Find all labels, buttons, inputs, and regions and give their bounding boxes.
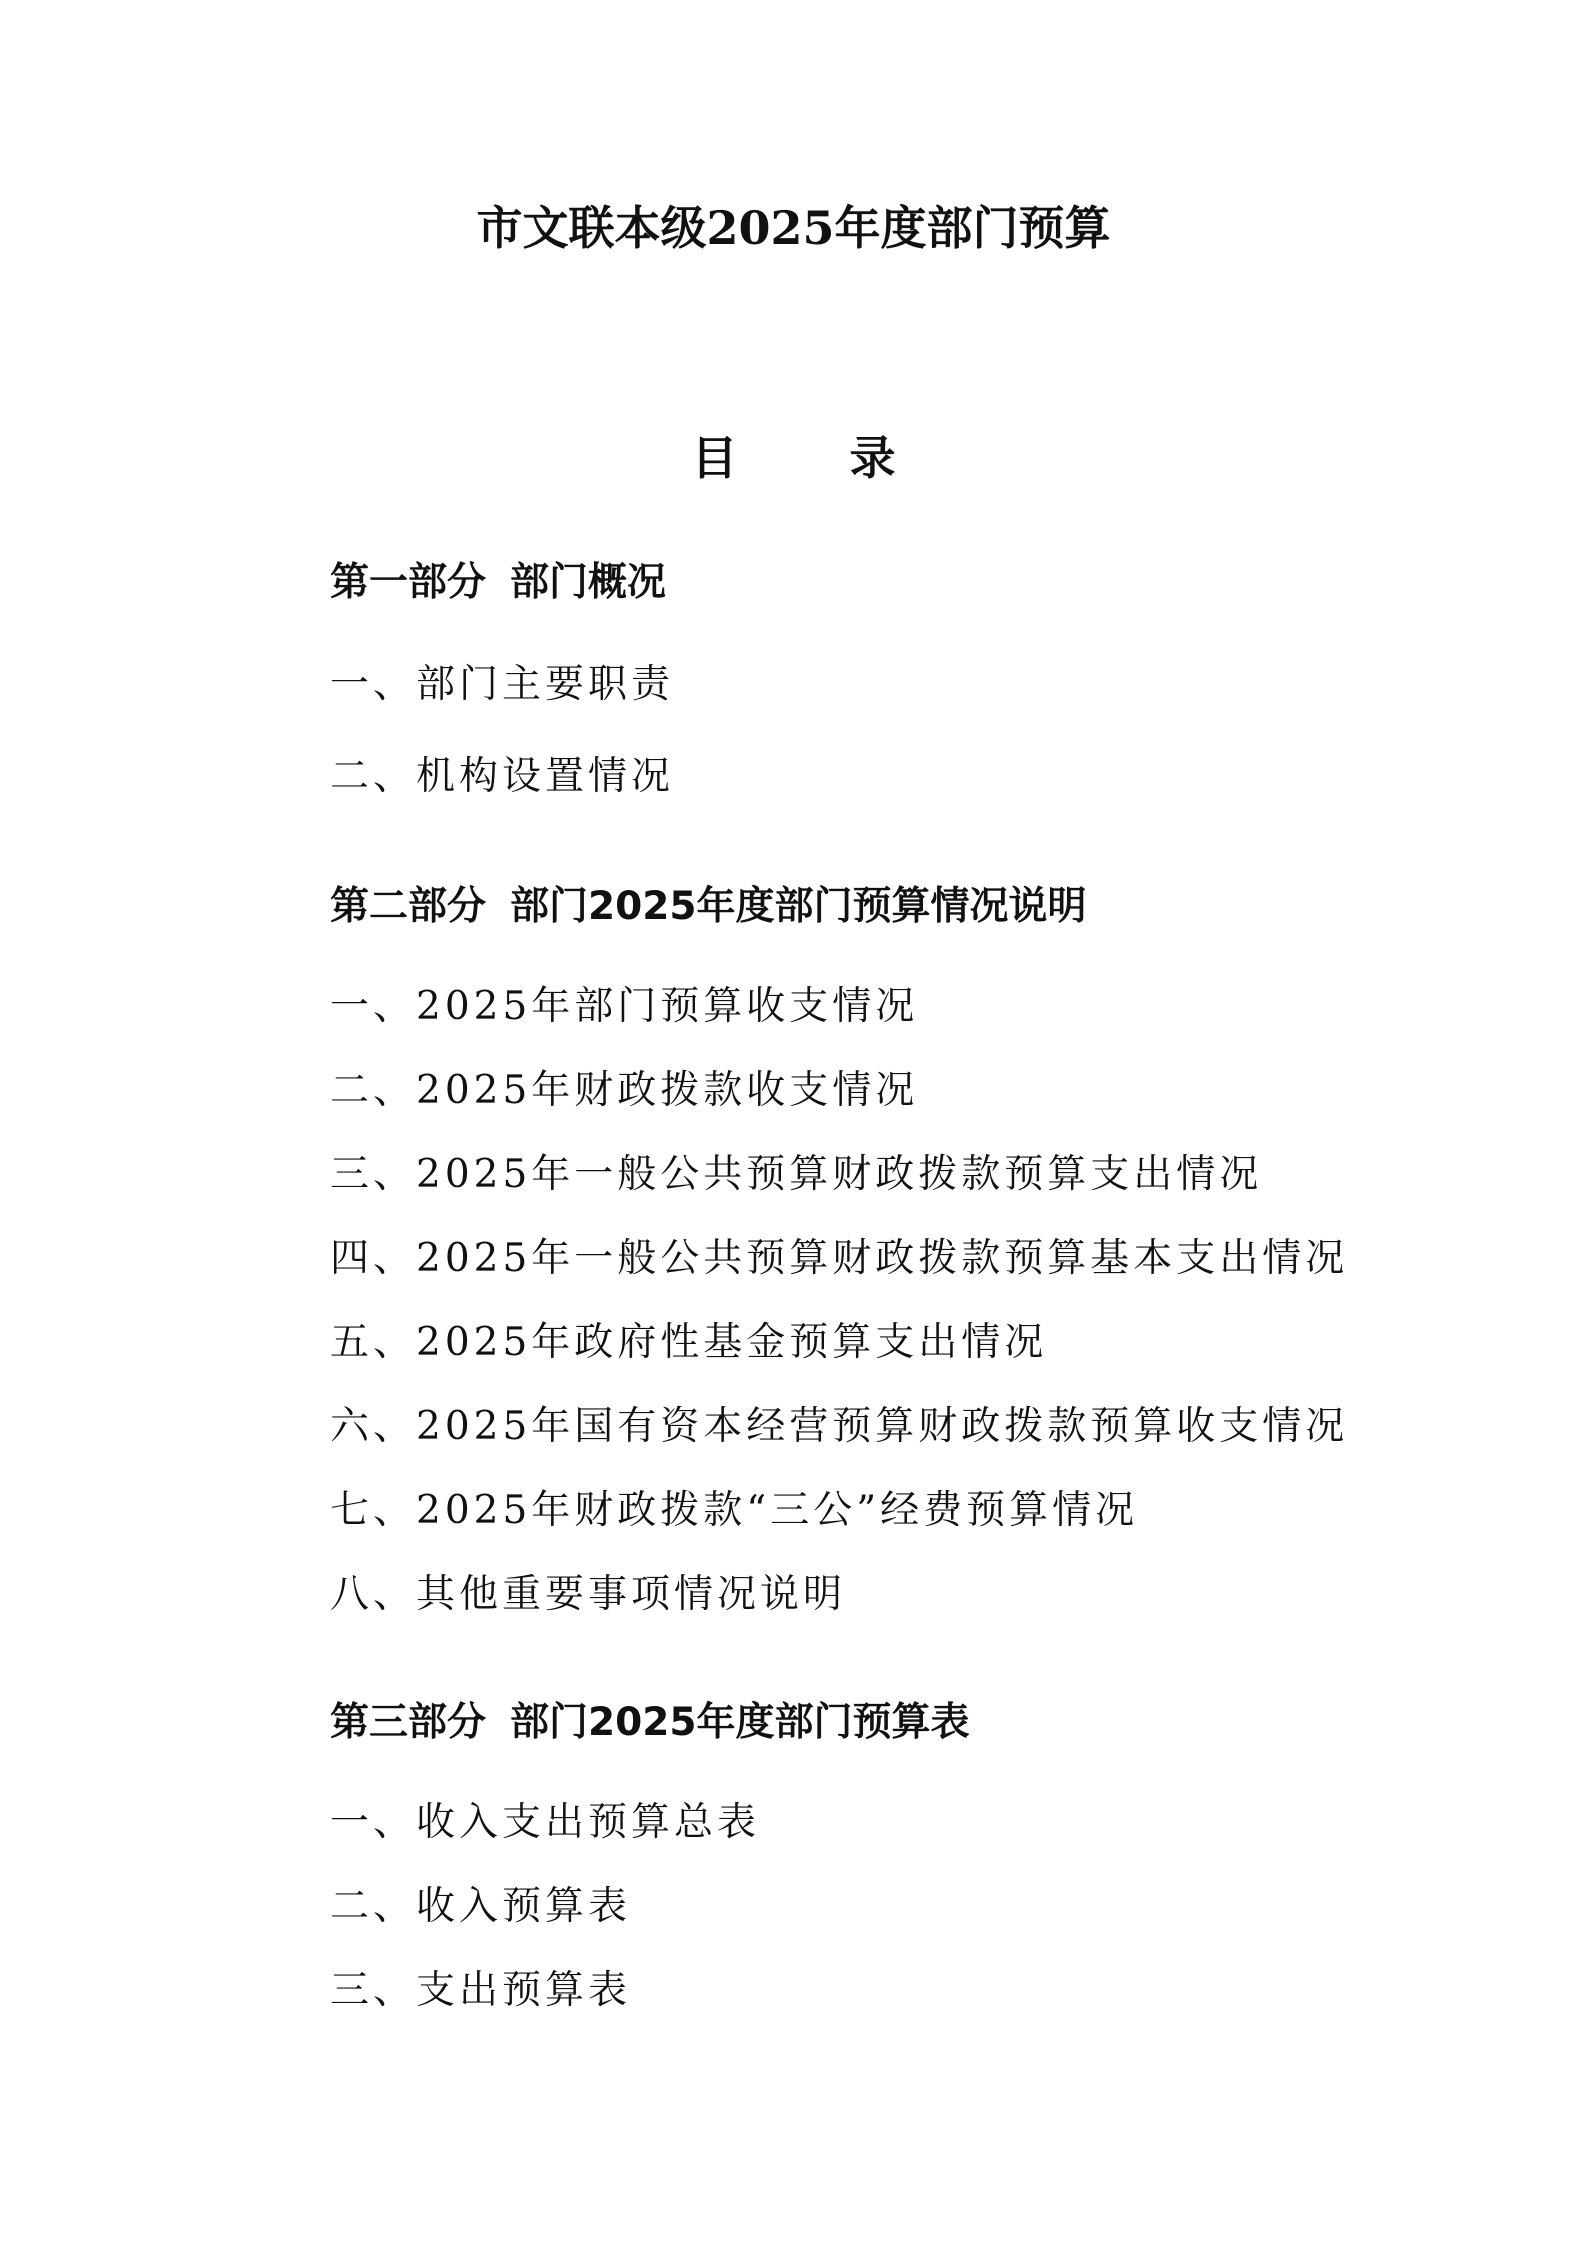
part-heading-3[interactable] <box>330 1698 970 1748</box>
toc-item-2-3[interactable]: 三、2025年一般公共预算财政拨款预算支出情况 <box>330 1152 1263 1197</box>
part-heading-1[interactable] <box>330 558 666 608</box>
toc-item-2-4[interactable]: 四、2025年一般公共预算财政拨款预算基本支出情况 <box>330 1236 1349 1281</box>
toc-item-3-3[interactable]: 三、支出预算表 <box>330 1968 632 2013</box>
toc-item-2-5[interactable]: 五、2025年政府性基金预算支出情况 <box>330 1320 1048 1365</box>
part-title-2: 部门2025年度部门预算情况说明 <box>510 884 1087 929</box>
toc-heading-left: 目 <box>691 431 738 485</box>
toc-item-1-1[interactable]: 一、部门主要职责 <box>330 662 675 707</box>
toc-item-3-2[interactable]: 二、收入预算表 <box>330 1884 632 1929</box>
toc-item-2-2[interactable]: 二、2025年财政拨款收支情况 <box>330 1068 919 1113</box>
toc-heading <box>0 428 1587 488</box>
part-title-3: 部门2025年度部门预算表 <box>510 1700 970 1745</box>
toc-item-3-1[interactable]: 一、收入支出预算总表 <box>330 1800 761 1845</box>
toc-item-2-6[interactable]: 六、2025年国有资本经营预算财政拨款预算收支情况 <box>330 1404 1349 1449</box>
toc-item-2-7[interactable]: 七、2025年财政拨款“三公”经费预算情况 <box>330 1488 1139 1533</box>
toc-item-1-2[interactable]: 二、机构设置情况 <box>330 754 675 799</box>
toc-item-2-1[interactable]: 一、2025年部门预算收支情况 <box>330 984 919 1029</box>
part-label-2: 第二部分 <box>330 884 487 929</box>
part-label-3: 第三部分 <box>330 1700 487 1745</box>
part-label-1: 第一部分 <box>330 560 487 605</box>
part-title-1: 部门概况 <box>510 560 667 605</box>
toc-heading-right: 录 <box>849 431 896 485</box>
part-heading-2[interactable] <box>330 882 1087 932</box>
document-title: 市文联本级2025年度部门预算 <box>476 201 1111 255</box>
toc-item-2-8[interactable]: 八、其他重要事项情况说明 <box>330 1572 847 1617</box>
